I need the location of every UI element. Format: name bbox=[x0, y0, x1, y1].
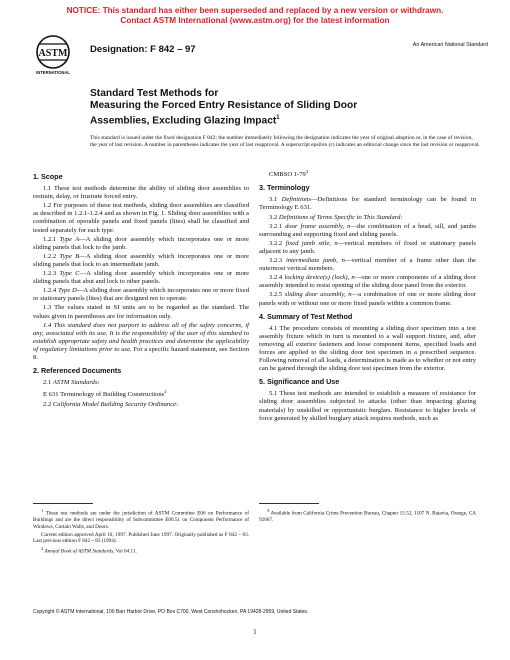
astm-logo-icon bbox=[34, 34, 74, 76]
copyright-line: Copyright © ASTM International, 100 Barr Harbor Drive, PO Box C700, West Conshohocken, PA 19428-2959, United States. bbox=[33, 609, 309, 615]
footnote-rule-left bbox=[33, 503, 93, 504]
para-2-2: 2.2 California Model Building Security Ordinance: bbox=[43, 400, 179, 408]
national-standard-label: An American National Standard bbox=[412, 42, 488, 48]
withdrawal-notice bbox=[0, 6, 510, 26]
para-1-1: 1.1 These test methods determine the ability of sliding door assemblies to restrain, delay, or frustrate forced entry. bbox=[33, 185, 249, 201]
section-2-heading: 2. Referenced Documents bbox=[33, 366, 122, 376]
notice-line-1: NOTICE: This standard has either been superseded and replaced by a new version or withdrawn. bbox=[66, 6, 444, 15]
section-3-heading: 3. Terminology bbox=[259, 183, 310, 193]
page-number: 1 bbox=[253, 629, 257, 636]
para-1-2-4: 1.2.4 Type D—A sliding door assembly which incorporates one or more fixed or stationary panels (lites) that are designed not to operate. bbox=[33, 287, 250, 303]
left-column bbox=[33, 168, 249, 410]
para-1-2-1: 1.2.1 Type A—A sliding door assembly which incorporates one or more sliding panels that lock to the jamb. bbox=[33, 235, 249, 251]
section-5-heading: 5. Significance and Use bbox=[259, 377, 340, 387]
section-1-heading: 1. Scope bbox=[33, 172, 63, 181]
document-title bbox=[90, 88, 450, 127]
footnote-1b: Current edition approved April 10, 1997. Published June 1997. Originally published as F 842 – 83. Last previous edition F 842 – 83 (1994). bbox=[33, 531, 249, 545]
para-3-2-1: 3.2.1 door frame assembly, n—the combination of a head, sill, and jambs surrounding and supporting fixed and sliding panels. bbox=[259, 222, 476, 238]
notice-line-2: Contact ASTM International (www.astm.org) for the latest information bbox=[120, 16, 390, 25]
right-column bbox=[259, 168, 476, 424]
ref-e631: E 631 Terminology of Building Constructions$^2$ bbox=[43, 389, 167, 399]
title-line-2: Measuring the Forced Entry Resistance of Sliding Door bbox=[90, 100, 358, 111]
para-1-3: 1.3 The values stated in SI units are to be regarded as the standard. The values given in parentheses are for information only. bbox=[33, 304, 249, 320]
right-footnotes bbox=[259, 508, 476, 525]
para-1-2-3: 1.2.3 Type C—A sliding door assembly which incorporates one or more sliding panels that abut and lock to other panels. bbox=[33, 270, 249, 286]
para-1-2: 1.2 For purposes of these test methods, sliding door assemblies are classified as described in 1.2.1-1.2.4 and as shown in Fig. 1. Sliding door assemblies with a combination of operable panels and fixed panels (lites) shall be classified and tested separately for each type. bbox=[33, 202, 249, 234]
issued-note: This standard is issued under the fixed designation F 842; the number immediately following the designation indicates the year of original adoption or, in the case of revision, the year of last revision. A number in parentheses indicates the year of last reapproval. A superscript epsilon (ε) indicates an editorial change since the last revision or reapproval. bbox=[90, 135, 480, 149]
footnote-3: $^3$ Available from California Crime Prevention Bureau, Chapter 15.52, 1107 N. Batavia, Orange, CA 92667. bbox=[259, 508, 476, 524]
footnote-1: $^1$ These test methods are under the jurisdiction of ASTM Committee E06 on Performance of Buildings and are the direct responsibility of Subcommittee E06.51 on Component Performance of Windows, Curtain Walls, and Doors. bbox=[33, 508, 249, 530]
svg-text:INTERNATIONAL: INTERNATIONAL bbox=[36, 70, 70, 75]
title-line-1: Standard Test Methods for bbox=[90, 88, 219, 99]
designation: Designation: F 842 – 97 bbox=[90, 44, 196, 55]
footnote-2: $^2$ Annual Book of ASTM Standards, Vol 04.11. bbox=[41, 545, 137, 555]
left-footnotes bbox=[33, 508, 249, 556]
para-3-2: 3.2 Definitions of Terms Specific to This Standard: bbox=[269, 213, 403, 221]
para-4-1: 4.1 The procedure consists of mounting a sliding door specimen into a test assembly fixture which in turn is mounted to a wall support fixture, and, after removing all exterior fasteners and loose component items, specified loads and forces are applied to the sliding door test specimen in a prescribed sequence. Following removal of all loads, a determination is made as to whether or not entry can be gained through the sliding door test specimen from the exterior. bbox=[259, 324, 476, 373]
footnote-rule-right bbox=[259, 503, 319, 504]
title-line-3: Assemblies, Excluding Glazing Impact bbox=[90, 115, 277, 127]
para-3-2-4: 3.2.4 locking device(s) (lock), n—one or more components of a sliding door assembly intended to resist opening of the sliding door panel from the exterior. bbox=[259, 274, 476, 290]
svg-text:ASTM: ASTM bbox=[38, 48, 68, 59]
para-1-2-2: 1.2.2 Type B—A sliding door assembly which incorporates one or more sliding panels that lock to an intermediate jamb. bbox=[33, 252, 249, 268]
para-2-1: 2.1 ASTM Standards: bbox=[43, 379, 100, 387]
para-5-1: 5.1 These test methods are intended to establish a measure of resistance for sliding door assemblies subjected to attacks (other than impacting glazing materials) by unskilled or opportunistic burglars. Resistance to higher levels of force generated by skilled burglary attack requires methods, such as bbox=[259, 390, 476, 422]
para-3-2-3: 3.2.3 intermediate jamb, n—vertical member of a frame other than the outermost vertical members. bbox=[259, 257, 476, 273]
para-3-1: 3.1 Definitions—Definitions for standard terminology can be found in Terminology E 631. bbox=[259, 196, 476, 212]
title-footnote-ref: 1 bbox=[276, 115, 280, 121]
para-1-4: 1.4 This standard does not purport to address all of the safety concerns, if any, associated with its use. It is the responsibility of the user of this standard to establish appropriate safety and health practices and determine the applicability of regulatory limitations prior to use. For a specific hazard statement, see Section 8. bbox=[33, 321, 249, 361]
section-4-heading: 4. Summary of Test Method bbox=[259, 311, 353, 321]
para-3-2-5: 3.2.5 sliding door assembly, n—a combination of one or more sliding door panels with or without one or more fixed panels within a common frame. bbox=[259, 291, 477, 307]
cmbso-reference: CMBSO $1-79^3$ bbox=[269, 169, 309, 179]
para-3-2-2: 3.2.2 fixed jamb stile, n—vertical members of fixed or stationary panels adjacent to any jamb. bbox=[259, 239, 476, 255]
